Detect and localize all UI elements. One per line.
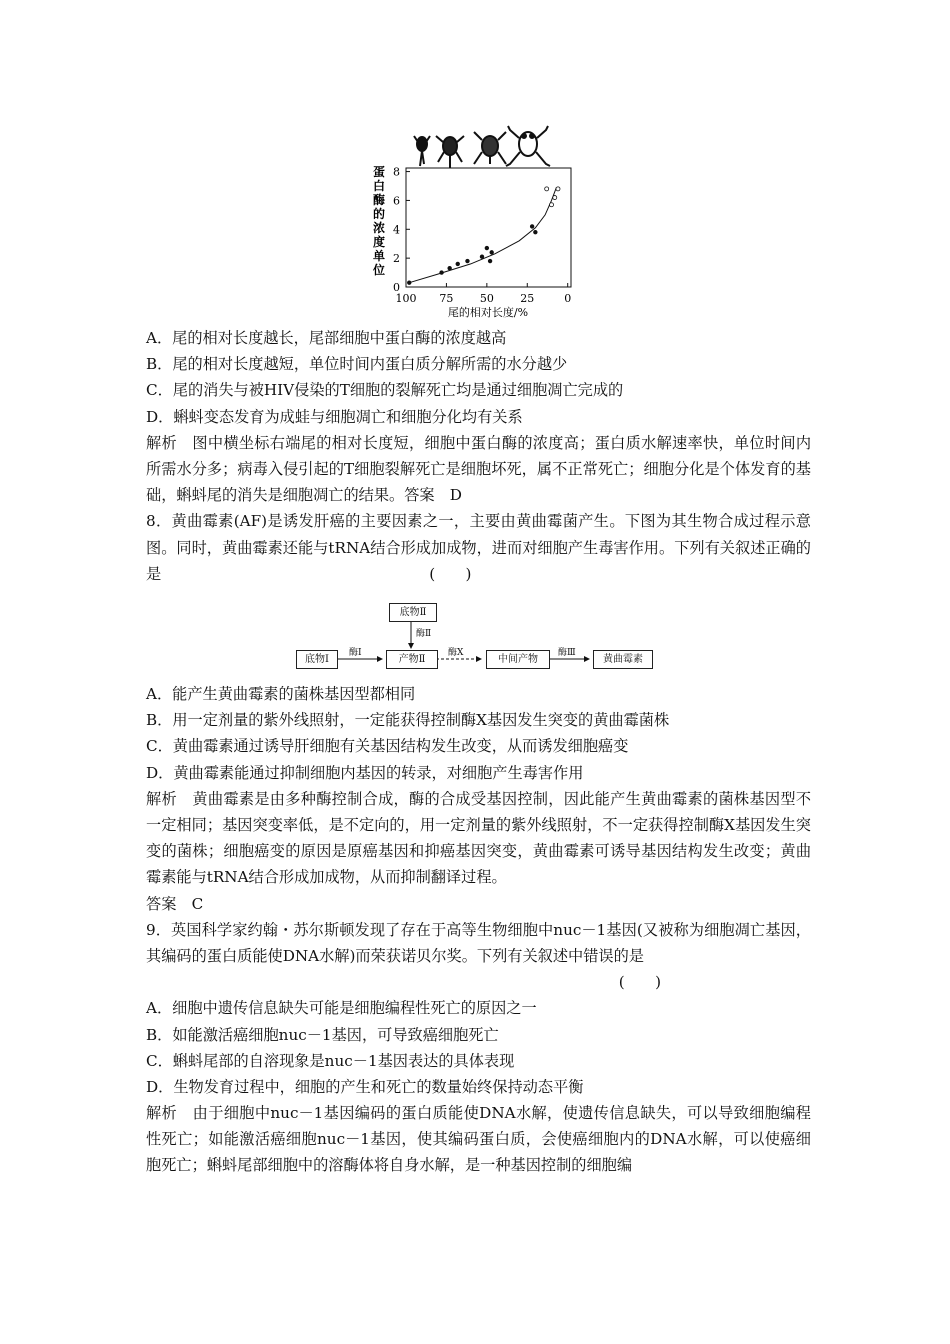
y-axis-label-char: 的 — [372, 207, 386, 221]
q8-answer: 答案 C — [146, 894, 204, 913]
data-point-filled — [530, 225, 534, 229]
y-axis-label-char: 蛋 — [372, 165, 386, 179]
data-point-filled — [456, 262, 460, 266]
q9-option-c: C．蝌蚪尾部的自溶现象是nuc－1基因表达的具体表现 — [146, 1051, 515, 1070]
x-tick-label: 75 — [439, 292, 454, 305]
x-axis-label: 尾的相对长度/% — [447, 306, 529, 319]
box-intermediate: 中间产物 — [486, 650, 550, 669]
document-page — [146, 120, 811, 1179]
q8-solution: 解析 黄曲霉素是由多种酶控制合成，酶的合成受基因控制，因此能产生黄曲霉素的菌株基因型不一定相同；基因突变率低，是不定向的，用一定剂量的紫外线照射，不一定获得控制酶X基因发生突变的菌株；细胞癌变的原因是原癌基因和抑癌基因突变，黄曲霉素可诱导基因结构发生改变；黄曲霉素能与tRNA结合形成加成物，从而抑制翻译过程。 — [146, 789, 811, 887]
q9-stem: 9．英国科学家约翰・苏尔斯顿发现了存在于高等生物细胞中nuc－1基因(又被称为细胞凋亡基因，其编码的蛋白质能使DNA水解)而荣获诺贝尔奖。下列有关叙述中错误的是 — [146, 920, 811, 965]
label-enzyme-2: 酶Ⅱ — [416, 628, 432, 639]
data-point-hollow — [556, 187, 560, 191]
label-enzyme-3: 酶Ⅲ — [558, 647, 576, 658]
q8-stem-text: 8．黄曲霉素(AF)是诱发肝癌的主要因素之一，主要由黄曲霉菌产生。下图为其生物合成过程示意图。同时，黄曲霉素还能与tRNA结合形成加成物，进而对细胞产生毒害作用。下列有关叙述正确的是 — [146, 512, 811, 583]
data-point-hollow — [545, 187, 549, 191]
y-tick-label: 8 — [393, 165, 400, 179]
data-point-filled — [490, 251, 494, 255]
q7-solution: 解析 图中横坐标右端尾的相对长度短，细胞中蛋白酶的浓度高；蛋白质水解速率快，单位时间内所需水分多；病毒入侵引起的T细胞裂解死亡是细胞坏死，属不正常死亡；细胞分化是个体发育的基础，蝌蚪尾的消失是细胞凋亡的结果。答案 D — [146, 433, 811, 505]
box-aflatoxin: 黄曲霉素 — [593, 650, 653, 669]
q9-option-a: A．细胞中遗传信息缺失可能是细胞编程性死亡的原因之一 — [146, 999, 537, 1018]
y-axis-label-char: 酶 — [372, 193, 386, 207]
x-tick-label: 50 — [479, 292, 494, 305]
data-points — [407, 187, 560, 285]
q8-stem — [146, 508, 811, 587]
data-point-filled — [448, 266, 452, 270]
aflatoxin-pathway-diagram — [146, 593, 811, 681]
box-product-2: 产物Ⅱ — [386, 650, 438, 669]
label-enzyme-1: 酶Ⅰ — [349, 647, 362, 658]
q8-option-d: D．黄曲霉素能通过抑制细胞内基因的转录，对细胞产生毒害作用 — [146, 763, 584, 782]
q8-answer-paren: ( ) — [429, 564, 472, 583]
y-tick-label: 0 — [393, 281, 400, 294]
y-tick-label: 6 — [393, 194, 400, 208]
q9-answer-paren: ( ) — [618, 973, 661, 992]
tadpole-chart — [146, 120, 811, 325]
frog-development-icons — [414, 126, 550, 168]
q9-option-b: B．如能激活癌细胞nuc－1基因，可导致癌细胞死亡 — [146, 1025, 499, 1044]
y-axis-label-char: 位 — [372, 263, 386, 277]
y-axis-label-char: 浓 — [372, 221, 386, 235]
y-axis-label-char: 度 — [372, 235, 386, 249]
x-tick-label: 25 — [520, 292, 535, 305]
data-point-filled — [480, 255, 484, 259]
y-axis-label-char: 单 — [372, 249, 386, 263]
q9-solution: 解析 由于细胞中nuc－1基因编码的蛋白质能使DNA水解，使遗传信息缺失，可以导致细胞编程性死亡；如能激活癌细胞nuc－1基因，使其编码蛋白质，会使癌细胞内的DNA水解，可以使癌细胞死亡；蝌蚪尾部细胞中的溶酶体将自身水解，是一种基因控制的细胞编 — [146, 1104, 811, 1175]
data-point-filled — [440, 271, 444, 275]
q7-option-b: B．尾的相对长度越短，单位时间内蛋白质分解所需的水分越少 — [146, 355, 568, 374]
trend-curve — [409, 187, 556, 282]
data-point-filled — [466, 259, 470, 263]
y-axis-label — [372, 164, 385, 277]
q9-option-d: D．生物发育过程中，细胞的产生和死亡的数量始终保持动态平衡 — [146, 1077, 584, 1096]
x-tick-label: 100 — [395, 292, 417, 305]
data-point-hollow — [553, 196, 557, 200]
box-substrate-2: 底物Ⅱ — [389, 603, 437, 622]
y-tick-label: 4 — [393, 223, 400, 237]
data-point-hollow — [550, 203, 554, 207]
data-point-filled — [485, 246, 489, 250]
data-point-filled — [488, 259, 492, 263]
y-tick-label: 2 — [393, 252, 400, 266]
tadpole-chart-figure — [146, 120, 811, 325]
data-point-filled — [534, 230, 538, 234]
q7-option-a: A．尾的相对长度越长，尾部细胞中蛋白酶的浓度越高 — [146, 329, 507, 347]
pathway-arrows — [146, 593, 811, 681]
q7-option-c: C．尾的消失与被HIV侵染的T细胞的裂解死亡均是通过细胞凋亡完成的 — [146, 381, 624, 400]
q8-option-b: B．用一定剂量的紫外线照射，一定能获得控制酶X基因发生突变的黄曲霉菌株 — [146, 711, 670, 730]
x-tick-label: 0 — [564, 292, 572, 305]
q8-option-a: A．能产生黄曲霉素的菌株基因型都相同 — [146, 684, 416, 703]
q7-option-d: D．蝌蚪变态发育为成蛙与细胞凋亡和细胞分化均有关系 — [146, 407, 523, 426]
label-enzyme-x: 酶X — [448, 647, 464, 658]
data-point-filled — [407, 281, 411, 285]
plot-frame — [406, 168, 571, 287]
box-substrate-1: 底物Ⅰ — [296, 650, 338, 669]
q8-option-c: C．黄曲霉素通过诱导肝细胞有关基因结构发生改变，从而诱发细胞癌变 — [146, 737, 629, 756]
y-axis-label-char: 白 — [372, 179, 386, 193]
y-axis-ticks — [393, 166, 410, 294]
x-axis-ticks — [396, 283, 572, 305]
